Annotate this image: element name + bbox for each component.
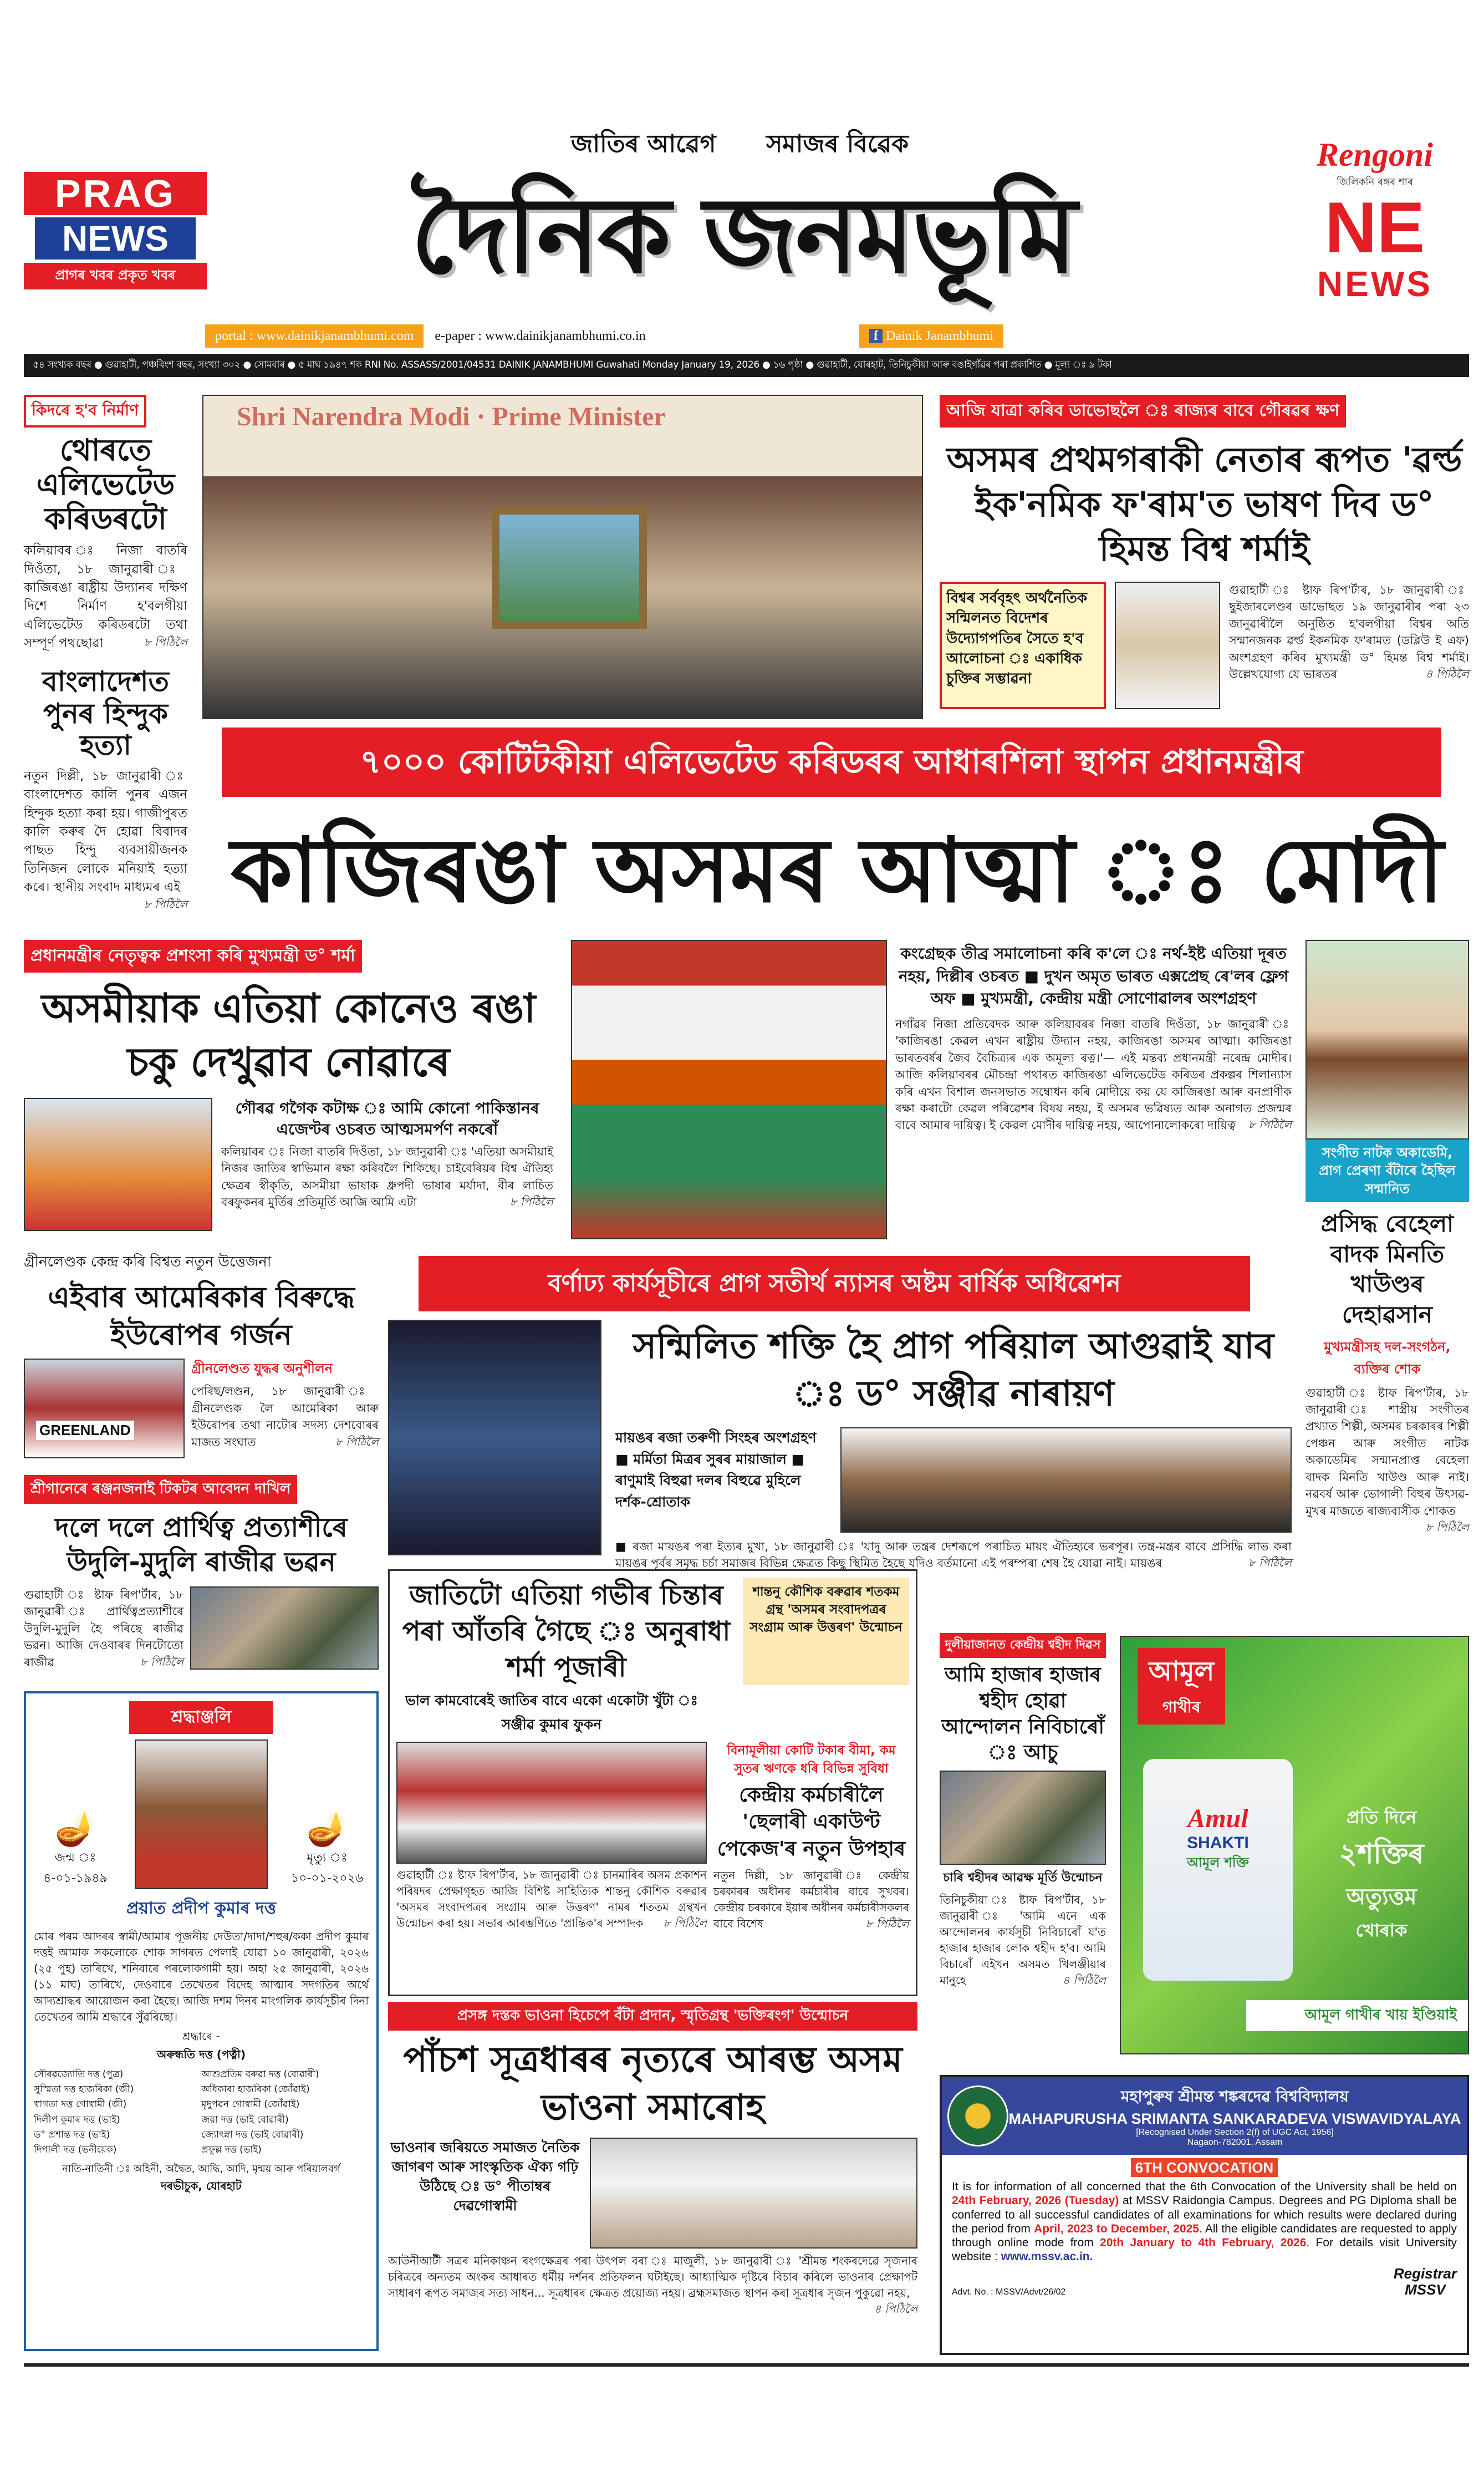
mssv-name-assamese: মহাপুৰুষ শ্ৰীমন্ত শঙ্কৰদেৱ বিশ্ববিদ্যালয় [1121,2087,1349,2105]
relative: সৌৰৱজ্যোতি দত্ত (পুত্ৰ) [34,2069,124,2080]
facebook-label: Dainik Janambhumi [886,329,993,343]
mssv-name-english: MAHAPURUSHA SRIMANTA SANKARADEVA VISWAVIDYALAYA [1008,2110,1461,2127]
violinist-photo [1305,940,1469,1140]
info-bar: ৫৪ সংখ্যক বছৰ ● গুৱাহাটী, পঞ্চবিংশ বছৰ, সংখ্যা ৩০২ ● সোমবাৰ ● ৫ মাঘ ১৯৪৭ শক RNI No. ASSASS/2001/04531 DAINIK JANAMBHUMI Guwahati Monday January 19, 2026 ● ১৬ পৃষ্ঠা ● গুৱাহাটী, যোৰহাট, তিনিচুকীয়া আৰু বঙাইগাঁৱৰ পৰা প্ৰকাশিত ● মূল্য ঃ ৯ টকা [24,354,1469,377]
relative: জ্যোৎস্না দত্ত (ভাই বোৱাৰী) [201,2129,304,2140]
story-text: গুৱাহাটী ঃ ষ্টাফ ৰিপ'ৰ্টাৰ, ১৮ জানুৱাৰী ঃ প্ৰাৰ্থিত্বপ্ৰত্যাশীৰে উদুলি-মুদুলি হৈ পৰিছে ৰাজীৱ ভৱন। আজি দেওবাৰৰ দিনটোতো ৰাজীৱ ৮ পিঠিলৈ [24,1588,183,1669]
pack-brand: Amul [1187,1804,1248,1833]
mourners-label: শ্ৰদ্ধাৰে - [182,2029,220,2043]
story-headline[interactable]: প্ৰসিদ্ধ বেহেলা বাদক মিনতি খাউণ্ডৰ দেহাৱসান [1320,1210,1454,1328]
speaker-photo [388,1320,601,1555]
story-subhead: ভাল কামবোৰেই জাতিৰ বাবে একো একোটা খুঁটা ঃ সঞ্জীৱ কুমাৰ ফুকন [405,1692,698,1733]
story-red-subhead: গ্ৰীনলেণ্ডত যুদ্ধৰ অনুশীলন [191,1361,333,1377]
facebook-link[interactable] [859,324,1003,348]
book-launch-story [388,1569,917,1996]
story-text: আউনীআটী সত্ৰৰ মনিকাঞ্চন ৰংগক্ষেত্ৰৰ পৰা উৎপল বৰা ঃ মাজুলী, ১৮ জানুৱাৰী ঃ 'শ্ৰীমন্ত শংকৰদেৱে সৃজনাৰ চৰিত্ৰৰে অন্যতম অংকৰ আধাৰত ধৰ্মীয় দৰ্শনৰ প্ৰতিফলন ঘটাইছে। আধ্যাত্মিক দৃষ্টিৰে বিচাৰ কৰিলে ভাওনাৰ প্ৰেক্ষাপট সাধাৰণ ৰূপত সমাজৰ সত্য সাধন... সূত্ৰধাৰৰ ক্ষেত্ৰত প্ৰয়োজ্য নহয়। ব্ৰহ্মসমাজত স্থাপন কৰা সূত্ৰধাৰ সৃজন পুকুৱো নহয়, ৪ পিঠিলৈ [388,2254,917,2316]
story-highlight-box: বিশ্বৰ সৰ্ববৃহৎ অৰ্থনৈতিক সন্মিলনত বিদেশৰ উদ্যোগপতিৰ সৈতে হ'ব আলোচনা ঃ একাধিক চুক্তিৰ সম্ভাৱনা [940,582,1106,709]
lamp-icon: 🪔 [306,1809,348,1848]
obituary-text: মোৰ পৰম আদৰৰ স্বামী/আমাৰ পূজনীয় দেউতা/দাদা/শহুৰ/ককা প্ৰদীপ কুমাৰ দত্তই আমাক সকলোকে শোক সাগৰত পেলাই যোৱা ১০ জানুৱাৰী, ২০২৬ (২৫ পুহ) তাৰিখে, শনিবাৰে পৰলোকগামী হয়। অহা ২৫ জানুৱাৰী, ২০২৬ (১১ মাঘ) তাৰিখে, দেওবাৰে তেখেতৰ বিদেহ আত্মাৰ সদগতিৰ অৰ্থে আদ্যশ্ৰাদ্ধৰ আয়োজন কৰা হৈছে। আজি দশম দিনৰ মাংগলিক কাৰ্যসূচীৰ দিনা তেখেতৰ আমি শ্ৰদ্ধাৰে সুঁৱৰিছো। [34,1930,369,2023]
martyr-statues-photo [940,1771,1106,1865]
registrar-sign: Registrar [1393,2265,1457,2282]
story-label: প্ৰসঙ্গ দস্তক ভাওনা হিচেপে বঁটা প্ৰদান, স্মৃতিগ্ৰন্থ 'ভক্তিৰংগ' উন্মোচন [388,2002,917,2031]
story-subhead: মুখ্যমন্ত্ৰীসহ দল-সংগঠন, ব্যক্তিৰ শোক [1324,1339,1451,1377]
greenland-protest-photo [24,1359,185,1458]
epaper-link[interactable]: e-paper : www.dainikjanambhumi.co.in [435,328,646,343]
book-launch-box: শান্তনু কৌশিক বৰুৱাৰ শতকম গ্ৰন্থ 'অসমৰ সংবাদপত্ৰৰ সংগ্ৰাম আৰু উত্তৰণ' উন্মোচন [743,1578,909,1685]
story-label: শ্ৰীগানেৰে ৰঞ্জনজনাই টিকটৰ আবেদন দাখিল [24,1475,297,1504]
nomination-story [24,1475,379,1671]
tagline-right: সমাজৰ বিৱেক [766,130,909,158]
story-subhead: ভাওনাৰ জৰিয়তে সমাজত নৈতিক জাগৰণ আৰু সাংস্কৃতিক ঐক্য গঢ়ি উঠিছে ঃ ড° পীতাম্বৰ দেৱগোস্বামী [390,2139,580,2214]
story-text: তিনিচুকীয়া ঃ ষ্টাফ ৰিপ'ৰ্টাৰ, ১৮ জানুৱাৰী ঃ 'আমি এনে এক আন্দোলনৰ কাৰ্যসূচী নিবিচাৰোঁ য'ত হাজাৰ হাজাৰ লোক শ্বহীদ হ'ব। আমি বিচাৰোঁ এইখন অসমত খিলঞ্জীয়াৰ মানুহে ৪ পিঠিলৈ [940,1893,1106,1987]
pack-name: SHAKTI [1187,1834,1249,1852]
backdrop-text: Shri Narendra Modi · Prime Minister [237,402,666,431]
portal-link[interactable]: portal : www.dainikjanambhumi.com [205,324,424,348]
story-text: পেৰিছ/লণ্ডন, ১৮ জানুৱাৰী ঃ গ্ৰীনলেণ্ডক লৈ আমেৰিকা আৰু ইউৰোপৰ তথা নাটোৰ সদস্য দেশবোৰৰ মাজত সংঘাত ৮ পিঠিলৈ [191,1385,379,1449]
birth-date: ৪-০১-১৯৪৯ [43,1871,108,1885]
relative: সুস্মিতা দত্ত হাজৰিকা (জী) [34,2084,134,2095]
story-subhead: গৌৰৱ গগৈক কটাক্ষ ঃ আমি কোনো পাকিস্তানৰ এজেণ্টৰ ওচৰত আত্মসমৰ্পণ নকৰোঁ [235,1099,539,1139]
story-label: প্ৰধানমন্ত্ৰীৰ নেতৃত্বক প্ৰশংসা কৰি মুখ্যমন্ত্ৰী ড° শৰ্মা [24,940,362,973]
relative: ড° প্ৰশান্ত দত্ত (ভাই) [34,2129,110,2140]
cm-story [24,940,553,1231]
story-text: নতুন দিল্লী, ১৮ জানুৱাৰী ঃ কেন্দ্ৰীয় চৰকাৰৰ অধীনৰ কৰ্মচাৰীৰ বাবে সুখবৰ। কেন্দ্ৰীয় চৰকাৰে ইয়াৰ অধীনৰ কৰ্মচাৰীসকলৰ বাবে বিশেষ ৮ পিঠিলৈ [713,1868,909,1930]
amul-brand: আমূল গাখীৰ [1138,1648,1225,1725]
story-headline[interactable]: থোৰতে এলিভেটেড কৰিডৰটো [36,433,175,537]
relative: দিলীপ কুমাৰ দত্ত (ভাই) [34,2114,120,2125]
story-headline[interactable]: এইবাৰ আমেৰিকাৰ বিৰুদ্ধে ইউৰোপৰ গৰ্জন [48,1281,355,1352]
ad-tagline: প্ৰতি দিনে ২শক্তিৰ অত্যুত্তম খোৰাক [1339,1807,1424,1941]
prag-logo-line1: PRAG [24,172,207,215]
story-label: আজি যাত্ৰা কৰিব ডাভোছলৈ ঃ ৰাজ্যৰ বাবে গৌৰৱৰ ক্ষণ [940,395,1346,428]
obituary-ad: শ্ৰদ্ধাঞ্জলি 🪔 জন্ম ঃ ৪-০১-১৯৪৯ 🪔 মৃত্যু ঃ ১০-০১-২০২৬ প্ৰয়াত প্ৰদীপ কুমাৰ দত্ত মোৰ পৰম আদৰৰ স্বামী/আমাৰ পূজনীয় দেউতা/দাদা/শহুৰ/ককা প্ৰদীপ কুমাৰ দত্তই আমাক সকলোকে শোক সাগৰত পেলাই যোৱা ১০ জানুৱাৰী, ২০২৬ (২৫ পুহ) তাৰিখে, শনিবাৰে পৰলোকগামী হয়। অহা ২৫ জানুৱাৰী, ২০২৬ (১১ মাঘ) তাৰিখে, দেওবাৰে তেখেতৰ বিদেহ আত্মাৰ সদগতিৰ অৰ্থে আদ্যশ্ৰাদ্ধৰ আয়োজন কৰা হৈছে। আজি দশম দিনৰ মাংগলিক কাৰ্যসূচীৰ দিনা তেখেতৰ আমি শ্ৰদ্ধাৰে সুঁৱৰিছো। শ্ৰদ্ধাৰে - অৰুন্ধতি দত্ত (পত্নী) সৌৰৱজ্যোতি দত্ত (পুত্ৰ) আশুপ্ৰতিম বৰুৱা দত্ত (বোৱাৰী) সুস্মিতা দত্ত হাজৰিকা (জী) অধিকাৰা হাজৰিকা (জোঁৱাই) স্বাগতা দত্ত গোস্বামী (জী) মৃদুপৱন গোস্বামী (জোঁৱাই) দিলীপ কুমাৰ দত্ত (ভাই) জয়া দত্ত (ভাই বোৱাৰী) ড° প্ৰশান্ত দত্ত (ভাই) জ্যোৎস্না দত্ত (ভাই বোৱাৰী) দিপালী দত্ত (ভনীয়েক) প্ৰফুল্ল দত্ত (ভাই) নাতি-নাতিনী ঃ অহিনী, অদ্বৈত, আদ্ধি, আদি, মৃন্ময় আৰু পৰিয়ালবৰ্গ দৰভীচুক, যোৰহাট [24,1691,379,2351]
greenland-story [24,1250,379,1458]
relative: অধিকাৰা হাজৰিকা (জোঁৱাই) [201,2084,310,2095]
facebook-icon: f [869,329,883,343]
story-headline[interactable]: অসমীয়াক এতিয়া কোনেও ৰঙা চকু দেখুৱাব নোৱাৰে [41,985,536,1086]
left-top-story [24,395,187,913]
prag-logo-line2: NEWS [35,217,196,260]
ad-footer: আমূল গাখীৰ খায় ইণ্ডিয়াই [1246,2000,1468,2031]
story-label: কিদৰে হ'ব নিৰ্মাণ [24,395,146,428]
violinist-story [1305,940,1469,1535]
book-launch-photo [396,1742,707,1864]
relative: জয়া দত্ত (ভাই বোৱাৰী) [201,2114,289,2125]
story-headline[interactable]: কংগ্ৰেছক তীব্ৰ সমালোচনা কৰি ক'লে ঃ নৰ্থ-ইষ্ট এতিয়া দূৰত নহয়, দিল্লীৰ ওচৰত ■ দুখন অমৃত ভাৰত এক্সপ্ৰেছ ৰে'লৰ ফ্লেগ অফ ■ মুখ্যমন্ত্ৰী, কেন্দ্ৰীয় মন্ত্ৰী সোণোৱালৰ অংশগ্ৰহণ [898,944,1289,1008]
advt-number: Advt. No. : MSSV/Advt/26/02 [952,2287,1066,2297]
modi-rally-photo [571,940,887,1239]
convocation-notice: It is for information of all concerned that the 6th Convocation of the University shall be held on 24th February, 2026 (Tuesday) at MSSV Raidongia Campus. Degrees and PG Diploma shall be conferred to all successful candidates of all examinations for which results were declared during the period from April, 2023 to December, 2025. All the eligible candidates are requested to apply through online mode from 20th January to 4th February, 2026. For details visit University website : www.mssv.ac.in. [952,2180,1457,2263]
prag-stage-photo [840,1427,1292,1533]
story-kicker: গ্ৰীনলেণ্ডক কেন্দ্ৰ কৰি বিশ্বত নতুন উত্তেজনা [24,1254,272,1270]
story-subhead: মায়ঙৰ ৰজা তৰুণী সিংহৰ অংশগ্ৰহণ ■ মৰ্মিতা মিত্ৰৰ সুৰৰ মায়াজাল ■ ৰাণুমাই বিহুৱা দলৰ বিহুৱে মুহিলে দৰ্শক-শ্ৰোতাক [615,1429,817,1510]
modi-story [895,943,1292,1134]
relative: প্ৰফুল্ল দত্ত (ভাই) [201,2144,262,2155]
story-text-2: নতুন দিল্লী, ১৮ জানুৱাৰী ঃ বাংলাদেশত কালি পুনৰ এজন হিন্দুক হত্যা কৰা হয়। গাজীপুৰত কালি কৰুৰ দৈ হোৱা বিবাদৰ পাছত হিন্দু ব্যবসায়ীজনক তিনিজন লোকে মনিয়াই হত্যা কৰে। স্থানীয় সংবাদ মাধ্যমৰ এই ৮ পিঠিলৈ [24,769,187,912]
relative: মৃদুপৱন গোস্বামী (জোঁৱাই) [201,2099,300,2110]
mssv-address: Nagaon-782001, Assam [1187,2138,1283,2147]
page-bottom-rule [24,2363,1469,2367]
relatives-list [34,2067,369,2158]
story-headline[interactable]: কেন্দ্ৰীয় কৰ্মচাৰীলৈ 'ছেলাৰী একাউণ্ট পেকেজ'ৰ নতুন উপহাৰ [717,1783,906,1860]
prag-banner[interactable]: বৰ্ণাঢ্য কাৰ্যসূচীৰে প্ৰাগ সতীৰ্থ ন্যাসৰ অষ্টম বাৰ্ষিক অধিৱেশন [419,1256,1250,1311]
family-address: দৰভীচুক, যোৰহাট [161,2179,242,2193]
amul-milk-ad [1120,1636,1469,2054]
newspaper-title: দৈনিক জনমভূমি [411,174,1075,297]
sutradhar-dance-photo [590,2138,917,2249]
death-date: ১০-০১-২০২৬ [290,1871,364,1885]
relative: আশুপ্ৰতিম বৰুৱা দত্ত (বোৱাৰী) [201,2069,319,2080]
web-links-bar [205,324,1003,348]
milk-pack [1143,1759,1293,1981]
story-headline[interactable]: অসমৰ প্ৰথমগৰাকী নেতাৰ ৰূপত 'ৱৰ্ল্ড ইক'নমিক ফ'ৰাম'ত ভাষণ দিব ড° হিমন্ত বিশ্ব শৰ্মাই [946,439,1462,569]
story-kicker: বিনামূলীয়া কোটি টকাৰ বীমা, কম সুতৰ ঋণকে ধৰি বিভিন্ন সুবিধা [727,1743,896,1776]
cm-speech-photo [24,1098,212,1231]
salary-package-story [713,1742,909,1931]
grandchildren: নাতি-নাতিনী ঃ অহিনী, অদ্বৈত, আদ্ধি, আদি, মৃন্ময় আৰু পৰিয়ালবৰ্গ [62,2163,340,2175]
banner-headline[interactable]: ৭০০০ কোটিটকীয়া এলিভেটেড কৰিডৰৰ আধাৰশিলা স্থাপন প্ৰধানমন্ত্ৰীৰ [222,728,1441,797]
convocation-title: 6TH CONVOCATION [1131,2158,1278,2177]
painting [492,507,647,629]
rengoni-brand: Rengoni [1316,136,1434,173]
prag-story [615,1322,1292,1572]
photo-caption: সংগীত নাটক অকাডেমি, প্ৰাগ প্ৰেৰণা বঁটাৰে হৈছিল সন্মানিত [1305,1140,1469,1202]
protest-sign: GREENLAND [36,1421,134,1440]
tagline-left: জাতিৰ আৱেগ [571,130,716,158]
story-text: গুৱাহাটী ঃ ষ্টাফ ৰিপ'ৰ্টাৰ, ১৮ জানুৱাৰী ঃ ছুইজাৰলেণ্ডৰ ডাভোছত ১৯ জানুৱাৰীৰ পৰা ২৩ জানুৱাৰীলৈ অনুষ্ঠিত হ'বলগীয়া বিশ্বৰ অতি সন্মানজনক ৱৰ্ল্ড ইকনমিক ফ'ৰামত (ডব্লিউ ই এফ) অংশগ্ৰহণ কৰিব মুখ্যমন্ত্ৰী ড° হিমন্ত বিশ্ব শৰ্মাই। উল্লেখযোগ্য যে ভাৰতৰ ৪ পিঠিলৈ [1229,583,1469,681]
obituary-title: শ্ৰদ্ধাঞ্জলি [129,1701,273,1734]
university-website-link[interactable]: www.mssv.ac.in. [1001,2250,1093,2263]
news-label: NEWS [1317,264,1432,304]
cm-photo [1115,582,1220,709]
rengoni-sub: জিলিকনি ৰঙ্গৰ শাৰ [1337,176,1413,188]
ne-label: NE [1324,187,1425,268]
story-headline[interactable]: জাতিটো এতিয়া গভীৰ চিন্তাৰ পৰা আঁতৰি গৈছে ঃ অনুৰাধা শৰ্মা পূজাৰী [402,1580,731,1683]
story-kicker: দুলীয়াজানত কেন্দ্ৰীয় শ্বহীদ দিৱস [940,1633,1106,1658]
mssv-emblem [947,2085,1008,2146]
story-text: ■ ৰজা মায়ঙৰ পৰা ইত্যৰ মুখা, ১৮ জানুৱাৰী ঃ 'যাদু আৰু তন্ত্ৰৰ দেশৰূপে পৰাচিত মায়ং ঐতিহ্যৰে ভৰপূৰ। তন্ত্ৰ-মন্ত্ৰৰ বাবে প্ৰসিদ্ধি লাভ কৰা মায়ঙৰ পূৰ্বৰ সমৃদ্ধ চৰ্চা সমাজৰ বিভিন্ন ক্ষেত্ৰত কিছু স্থিমিত হৈছে যদিও বৰ্তমানো এই পৰম্পৰা শেষ হৈ যোৱা নাই। মায়ঙৰ ৮ পিঠিলৈ [615,1539,1292,1570]
relative: স্বাগতা দত্ত গোস্বামী (জী) [34,2099,127,2110]
deceased-name: প্ৰয়াত প্ৰদীপ কুমাৰ দত্ত [126,1899,277,1918]
prag-logo-slogan: প্ৰাগৰ খবৰ প্ৰকৃত খবৰ [24,263,207,289]
pack-sub: আমূল শক্তি [1187,1855,1249,1870]
deceased-portrait [135,1739,268,1889]
bhaona-story [388,2002,917,2317]
mssv-convocation-ad: মহাপুৰুষ শ্ৰীমন্ত শঙ্কৰদেৱ বিশ্ববিদ্যালয় MAHAPURUSHA SRIMANTA SANKARADEVA VISWAVIDYALAYA [Recognised Under Section 2(f) of UGC Act, 1956] Nagaon-782001, Assam 6TH CONVOCATION It is for information of all concerned that the 6th Convocation of the University shall be held on 24th February, 2026 (Tuesday) at MSSV Raidongia Campus. Degrees and PG Diploma shall be conferred to all successful candidates of all examinations for which results were declared during the period from April, 2023 to December, 2025. All the eligible candidates are requested to apply through online mode from 20th January to 4th February, 2026. For details visit University website : www.mssv.ac.in. Advt. No. : MSSV/Advt/26/02 Registrar MSSV [940,2075,1469,2355]
prag-news-logo [24,172,207,291]
mssv-header [942,2077,1467,2155]
relative: দিপালী দত্ত (ভনীয়েক) [34,2144,117,2155]
main-headline[interactable]: কাজিৰঙা অসমৰ আত্মা ঃ মোদী [230,818,1444,922]
story-text: কলিয়াবৰ ঃ নিজা বাতৰি দিওঁতা, ১৮ জানুৱাৰী ঃ কাজিৰঙা ৰাষ্ট্ৰীয় উদ্যানৰ দক্ষিণ দিশে নিৰ্মাণ হ'বলগীয়া এলিভেটেড কৰিডৰটো তথা সম্পূৰ্ণ পথছোৱা ৮ পিঠিলৈ [24,543,187,650]
story-headline[interactable]: দলে দলে প্ৰাৰ্থিত্ব প্ৰত্যাশীৰে উদুলি-মুদুলি ৰাজীৱ ভৱন [55,1512,348,1578]
story-headline[interactable]: সন্মিলিত শক্তি হৈ প্ৰাগ পৰিয়াল আগুৱাই যাব ঃ ড° সঞ্জীৱ নাৰায়ণ [633,1326,1274,1415]
story-headline-2[interactable]: বাংলাদেশত পুনৰ হিন্দুক হত্যা [42,665,170,762]
story-subhead: চাৰি শ্বহীদৰ আৱক্ষ মূৰ্তি উন্মোচন [943,1871,1103,1885]
story-text: গুৱাহাটী ঃ ষ্টাফ ৰিপ'ৰ্টাৰ, ১৮ জানুৱাৰী ঃ শাস্ত্ৰীয় সংগীতৰ প্ৰখ্যাত শিল্পী, অসমৰ চৰকাৰৰ শিল্পী পেঞ্চন আৰু সংগীত নাটক অকাডেমিৰ সন্মানপ্ৰাপ্ত বেহেলা বাদক মিনতি খাউণ্ড আৰু নাই। নৱবৰ্ষ আৰু ভোগালী বিহুৰ উৎসৱ-মুখৰ মাজতে ৰাজ্যবাসীক শোকত ৮ পিঠিলৈ [1305,1386,1469,1534]
rengoni-ne-news-logo [1281,136,1469,324]
martyrs-story [940,1633,1106,1988]
story-text: গুৱাহাটী ঃ ষ্টাফ ৰিপ'ৰ্টাৰ, ১৮ জানুৱাৰী ঃ চানমাৰিৰ অসম প্ৰকাশন পৰিষদৰ প্ৰেক্ষাগৃহত আজি বিশিষ্ট সাহিত্যিক শান্তনু কৌশিক বৰুৱাৰ 'অসমৰ সংবাদপত্ৰৰ সংগ্ৰাম আৰু উত্তৰণ' নামৰ শততম গ্ৰন্থখন উন্মোচন কৰা হয়। সভাৰ আৰম্ভণিতে 'প্ৰান্তিক'ৰ সম্পাদক ৮ পিঠিলৈ [396,1868,707,1930]
story-text: নগাঁৱৰ নিজা প্ৰতিবেদক আৰু কলিয়াবৰৰ নিজা বাতৰি দিওঁতা, ১৮ জানুৱাৰী ঃ 'কাজিৰঙা কেৱল এখন ৰাষ্ট্ৰীয় উদ্যান নহয়, কাজিৰঙা অসমৰ আত্মা। কাজিৰঙা ভাৰতবৰ্ষৰ জৈব বৈচিত্ৰ্যৰ এক অমূল্য ৰত্ন।'— এই মন্তব্য প্ৰধানমন্ত্ৰী নৰেন্দ্ৰ মোদীৰ। আজি কলিয়াবৰৰ মৌচন্দ্ৰা পথাৰত কাজিৰঙা এলিভেটেড কৰিডৰ প্ৰকল্পৰ শিলান্যাস কৰি এখন বিশাল জনসভাত সম্বোধন কৰি মোদীয়ে কয় যে কাজিৰঙা আৰু বনপ্ৰাণীক ৰক্ষা কৰাটো কেৱল পৰিৱেশৰ বিষয় নহয়, ই অসমৰ ভৱিষ্যত আৰু অনাগত প্ৰজন্মৰ বাবে আমাৰ দায়িত্ব। ই কেৱল মোদীৰ দায়িত্ব নহয়, আপোনালোকৰো দায়িত্ব ৮ পিঠিলৈ [895,1017,1292,1132]
story-headline[interactable]: আমি হাজাৰ হাজাৰ শ্বহীদ হোৱা আন্দোলন নিবিচাৰোঁ ঃ আচু [941,1664,1104,1764]
story-text: কলিয়াবৰ ঃ নিজা বাতৰি দিওঁতা, ১৮ জানুৱাৰী ঃ 'এতিয়া অসমীয়াই নিজৰ জাতিৰ স্বাভিমান ৰক্ষা কৰিবলৈ শিকিছে। চাইবেৰিয়ৰ বিশ্ব ঐতিহ্য ক্ষেত্ৰৰ স্বীকৃতি, অসমীয়া ভাষাক ধ্ৰুপদী ভাষাৰ মৰ্যাদা, বীৰ লাচিত বৰফুকনৰ মুৰ্তিৰ প্ৰতিমূৰ্তি আজি আমি এটা ৮ পিঠিলৈ [221,1145,553,1209]
pm-photo-painting-presentation [202,395,923,719]
davos-story [940,395,1469,709]
story-headline[interactable]: পাঁচশ সূত্ৰধাৰৰ নৃত্যৰে আৰম্ভ অসম ভাওনা সমাৰোহ [403,2039,902,2129]
lamp-icon: 🪔 [54,1809,96,1848]
wife-name: অৰুন্ধতি দত্ত (পত্নী) [157,2048,246,2061]
mssv-recognition: [Recognised Under Section 2(f) of UGC Act, 1956] [1136,2128,1334,2137]
rajiv-bhawan-photo [190,1586,379,1670]
